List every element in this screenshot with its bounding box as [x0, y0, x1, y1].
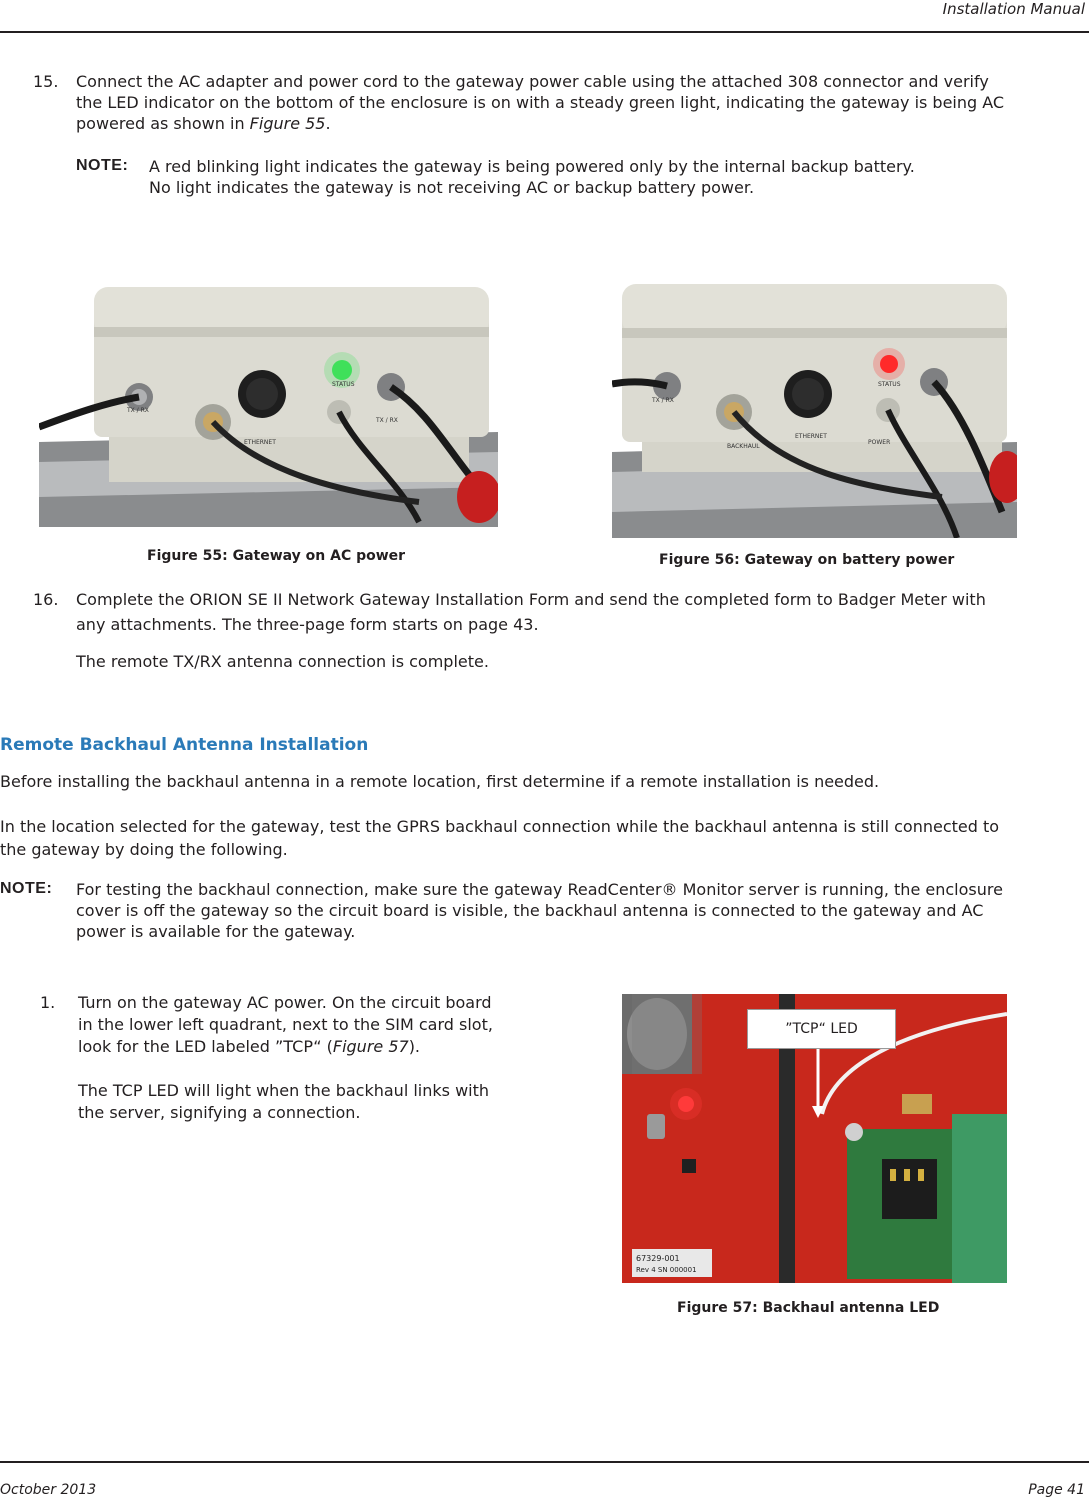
note-text: For testing the backhaul connection, make sure the gateway ReadCenter® Monitor server is running, the enclosure cover is off the gateway so the circuit board is visible, the backhaul antenna is connected to the gateway and AC power is available for the gateway.: [76, 880, 1003, 941]
gateway-battery-power-image: [612, 262, 1017, 538]
step-number: 1.: [40, 993, 56, 1012]
section-heading: Remote Backhaul Antenna Installation: [0, 735, 369, 755]
footer-page-number: Page 41: [1028, 1482, 1085, 1498]
figure-55-photo: [39, 262, 498, 527]
note-label: NOTE:: [0, 880, 53, 897]
gateway-ac-power-image: [39, 262, 498, 527]
step-1-text: Turn on the gateway AC power. On the circuit board in the lower left quadrant, next to the SIM card slot, look for the LED labeled ”TCP“ (Figure 57). The TCP LED will light when the backhaul links with the server, signifying a connection.: [78, 993, 493, 1122]
section-paragraph-1: Before installing the backhaul antenna in a remote location, first determine if a remote installation is needed.: [0, 772, 880, 791]
figure-57-caption: Figure 57: Backhaul antenna LED: [677, 1300, 940, 1316]
running-header: Installation Manual: [942, 0, 1085, 18]
svg-text:POWER: POWER: [868, 439, 891, 446]
note-label: NOTE:: [76, 157, 129, 174]
svg-text:ETHERNET: ETHERNET: [244, 439, 276, 446]
header-rule: [0, 31, 1089, 33]
board-part-label: 67329-001: [636, 1254, 680, 1263]
svg-text:TX / RX: TX / RX: [127, 407, 149, 414]
svg-text:ETHERNET: ETHERNET: [795, 433, 827, 440]
svg-text:STATUS: STATUS: [332, 381, 355, 388]
step-15-text: Connect the AC adapter and power cord to the gateway power cable using the attached 308 connector and verify the LED indicator on the bottom of the enclosure is on with a steady green light, indicating the gateway is being AC powered as shown in Figure 55.: [76, 72, 1005, 133]
figure-reference[interactable]: Figure 57: [332, 1037, 409, 1056]
note-text: A red blinking light indicates the gateway is being powered only by the internal backup battery. No light indicates the gateway is not receiving AC or backup battery power.: [149, 157, 915, 197]
svg-text:STATUS: STATUS: [878, 381, 901, 388]
section-paragraph-2: In the location selected for the gateway, test the GPRS backhaul connection while the backhaul antenna is still connected to the gateway by doing the following.: [0, 817, 1000, 859]
step-number: 16.: [33, 590, 59, 609]
tcp-led-callout: ”TCP“ LED: [747, 1009, 896, 1049]
footer-date: October 2013: [0, 1482, 97, 1498]
figure-56-caption: Figure 56: Gateway on battery power: [659, 552, 955, 568]
svg-text:BACKHAUL: BACKHAUL: [727, 443, 760, 450]
figure-reference[interactable]: Figure 55: [249, 114, 326, 133]
board-rev-label: Rev 4 SN 000001: [636, 1266, 697, 1274]
figure-56-photo: [612, 262, 1017, 538]
svg-text:TX / RX: TX / RX: [652, 397, 674, 404]
step-number: 15.: [33, 72, 59, 91]
svg-text:TX / RX: TX / RX: [376, 417, 398, 424]
footer-rule: [0, 1461, 1089, 1463]
figure-55-caption: Figure 55: Gateway on AC power: [147, 548, 406, 564]
step-16-text: Complete the ORION SE II Network Gateway Installation Form and send the completed form to Badger Meter with any attachments. The three-page form starts on page 43. The remote TX/RX antenna connection is complete.: [76, 590, 986, 671]
